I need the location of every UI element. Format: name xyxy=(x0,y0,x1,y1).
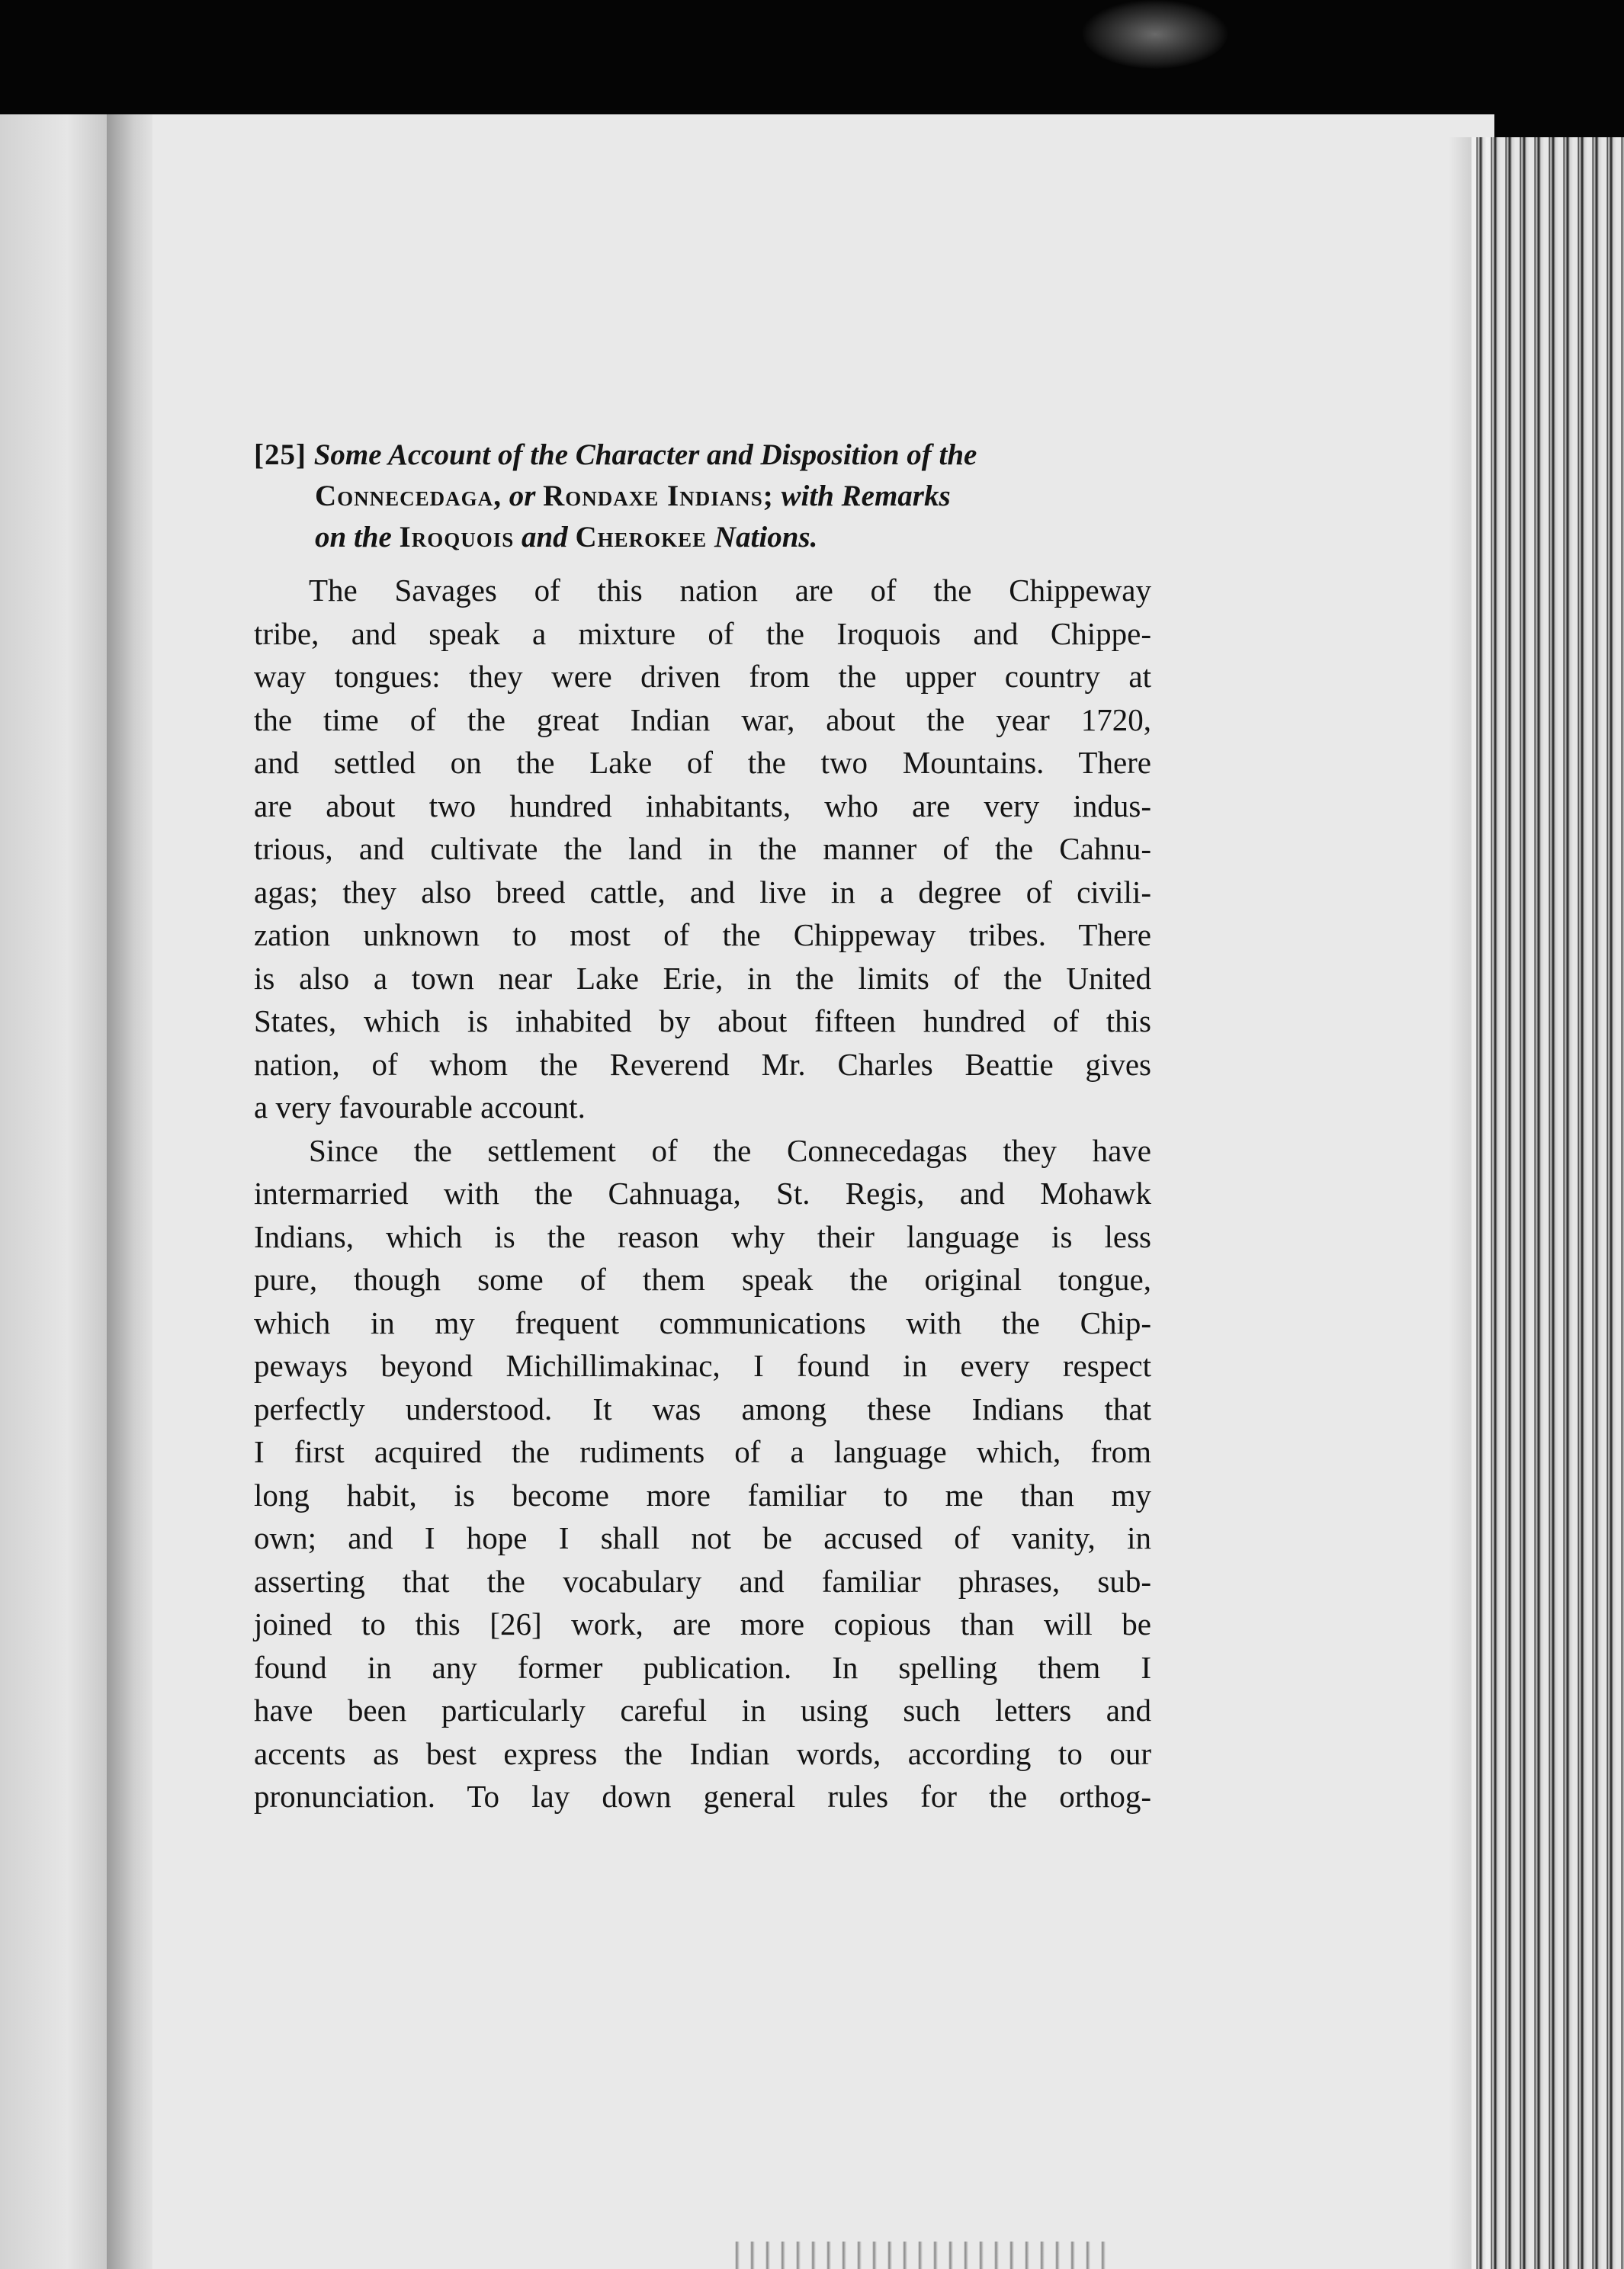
text-line: own; and I hope I shall not be accused of vanity, in xyxy=(254,1520,1151,1555)
text-line: I first acquired the rudiments of a language which, from xyxy=(254,1434,1151,1469)
book-gutter xyxy=(107,114,152,2269)
heading-name: Cherokee xyxy=(575,521,708,554)
text-line: long habit, is become more familiar to me than my xyxy=(254,1477,1151,1513)
text-line: are about two hundred inhabitants, who are very indus- xyxy=(254,788,1151,823)
text-line: is also a town near Lake Erie, in the limits of the United xyxy=(254,960,1151,996)
heading-connector: or xyxy=(509,480,536,512)
text-line: perfectly understood. It was among these Indians that xyxy=(254,1391,1151,1427)
heading-name: Iroquois xyxy=(399,521,515,554)
text-line: The Savages of this nation are of the Chippeway xyxy=(309,573,1151,608)
text-line: States, which is inhabited by about fifteen hundred of this xyxy=(254,1003,1151,1038)
text-line: intermarried with the Cahnuaga, St. Regis, and Mohawk xyxy=(254,1176,1151,1211)
text-line: joined to this [26] work, are more copious than will be xyxy=(254,1606,1151,1642)
heading-line-2: Connecedaga, or Rondaxe Indians; with Remarks xyxy=(315,480,951,512)
heading-line-1 xyxy=(254,435,1151,476)
text-line: tribe, and speak a mixture of the Iroquois and Chippe- xyxy=(254,615,1151,651)
page-edges xyxy=(1472,137,1624,2269)
left-page-edge xyxy=(0,114,122,2269)
heading-name: Connecedaga xyxy=(315,480,494,512)
scan-artifact-bottom xyxy=(724,2242,1106,2269)
text-line: agas; they also breed cattle, and live in a degree of civili- xyxy=(254,874,1151,910)
text-line: pronunciation. To lay down general rules for the orthog- xyxy=(254,1779,1151,1814)
text-line: pure, though some of them speak the original tongue, xyxy=(254,1262,1151,1297)
heading-connector: on the xyxy=(315,521,392,554)
heading-text: Nations. xyxy=(714,521,818,554)
heading-text: Some Account of the Character and Disposition of the xyxy=(313,438,977,471)
text-line: asserting that the vocabulary and familiar phrases, sub- xyxy=(254,1563,1151,1599)
text-line: Indians, which is the reason why their language is less xyxy=(254,1218,1151,1254)
heading-name: Rondaxe Indians xyxy=(543,480,763,512)
text-line: way tongues: they were driven from the upper country at xyxy=(254,659,1151,694)
text-line: found in any former publication. In spelling them I xyxy=(254,1649,1151,1685)
text-line: nation, of whom the Reverend Mr. Charles Beattie gives xyxy=(254,1046,1151,1082)
text-line: the time of the great Indian war, about the year 1720, xyxy=(254,701,1151,737)
text-line: and settled on the Lake of the two Mountains. There xyxy=(254,745,1151,780)
heading-connector: and xyxy=(521,521,568,554)
paragraph-1 xyxy=(254,569,1151,1129)
text-line: zation unknown to most of the Chippeway tribes. There xyxy=(254,917,1151,952)
page-number-marker: [25] xyxy=(254,438,307,471)
text-line: trious, and cultivate the land in the manner of the Cahnu- xyxy=(254,831,1151,866)
scan-artifact xyxy=(1083,0,1228,69)
text-line: peways beyond Michillimakinac, I found in every respect xyxy=(254,1348,1151,1383)
text-line: which in my frequent communications with the Chip- xyxy=(254,1305,1151,1340)
text-line: have been particularly careful in using such letters and xyxy=(254,1693,1151,1728)
text-block xyxy=(254,435,1151,1818)
text-line: a very favourable account. xyxy=(254,1090,586,1125)
text-line: accents as best express the Indian words, according to our xyxy=(254,1735,1151,1771)
heading-line-3 xyxy=(254,517,1151,558)
text-line: Since the settlement of the Connecedagas they have xyxy=(309,1132,1151,1168)
chapter-heading xyxy=(254,435,1151,558)
heading-text: with Remarks xyxy=(781,480,951,512)
paragraph-2 xyxy=(254,1129,1151,1818)
